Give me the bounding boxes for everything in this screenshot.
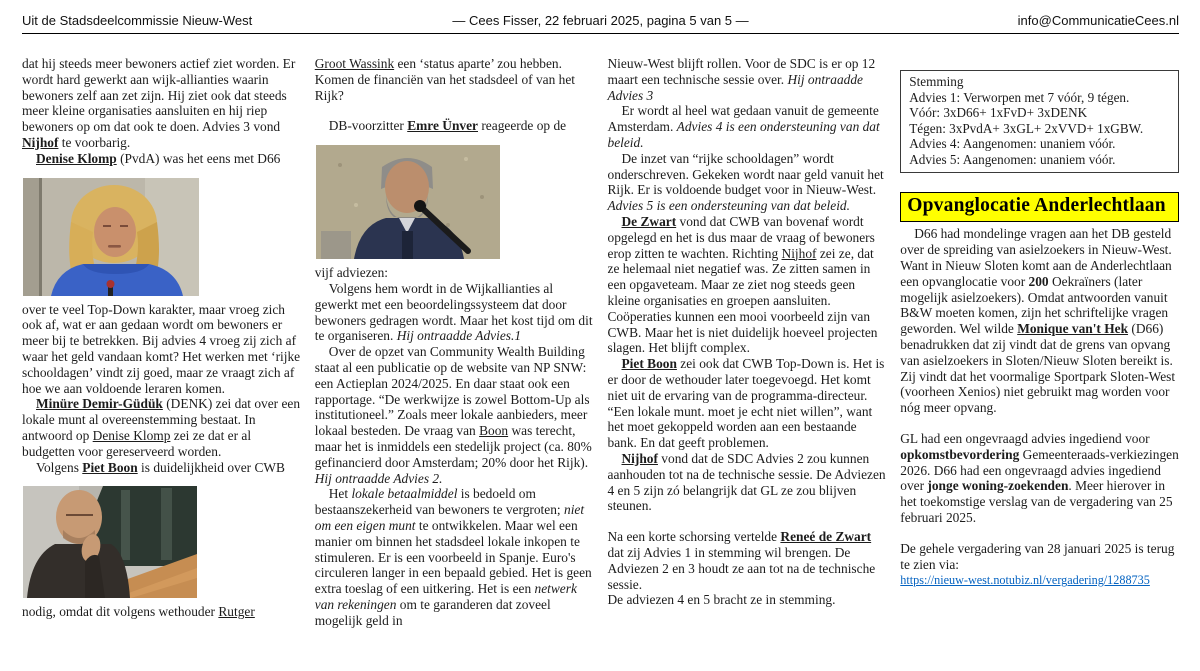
paragraph xyxy=(315,281,594,344)
text-run: een ‘status aparte’ zou hebben. Komen de financiën van het stadsdeel of van het Rijk? xyxy=(314,56,576,103)
text-run: Er wordt al heel wat gedaan vanuit de gemeente Amsterdam. xyxy=(607,103,879,135)
text-run: . Meer hierover in het toekomstige verslag van de vergadering van 25 februari 2025. xyxy=(900,478,1173,525)
text-run: Het xyxy=(328,486,352,502)
text-run: vond dat de SDC Advies 2 zou kunnen aanhouden tot na de technische sessie. De Adviezen 4 en 5 zijn zó belangrijk dat GL ze zou blijven steunen. xyxy=(607,450,886,514)
stemming-line: Tégen: 3xPvdA+ 3xGL+ 2xVVD+ 1xGBW. xyxy=(909,120,1144,136)
text-run: Na een korte schorsing vertelde xyxy=(607,529,781,545)
photo-piet-boon-image xyxy=(23,486,197,598)
meeting-video-link[interactable]: https://nieuw-west.notubiz.nl/vergadering/1288735 xyxy=(900,573,1150,588)
text-run: Over de opzet van Community Wealth Building staat al een publicatie op de website van NP SNW: een Actieplan 2024/2025. En daar staat ook een rapportage. “De werkwijze is zowel Bottom-Up als institutioneel.” Zoals meer lokale aanbieders, meer lokaal besteden. De vraag van xyxy=(314,344,590,439)
paragraph xyxy=(22,604,301,620)
text-run: D66 had mondelinge vragen aan het DB gesteld over de spreiding van asielzoekers in Nieuw-West. Want in Nieuw Sloten komt aan de Anderlechtlaan een opvanglocatie voor xyxy=(900,226,1172,289)
text-run: Denise Klomp xyxy=(36,150,117,166)
text-run: De Zwart xyxy=(621,213,677,229)
spacer xyxy=(315,103,594,118)
text-run: dat hij steeds meer bewoners actief ziet worden. Er wordt hard gewerkt aan wijk-allianties waarin bewoners zelf aan zet zijn. Hij ziet ook dat steeds meer kleine organisaties aansluiten en hij riep bewoners op om dat ook te doen. Advies 3 vond xyxy=(22,56,296,135)
text-run: Rutger xyxy=(218,604,255,620)
photo-emre-unver-image xyxy=(316,145,500,259)
text-run: GL had een ongevraagd advies ingediend voor xyxy=(900,430,1150,446)
text-run: Piet Boon xyxy=(621,356,677,372)
text-run: (D66) benadrukken dat zij vindt dat de grens van opvang van asielzoekers in Sloten/Nieuw Sloten bereikt is. Zij vindt dat het voormalige Sportpark Sloten-West (voorheen Xenios) niet gebruikt mag worden voor nóg meer opvang. xyxy=(900,321,1176,416)
paragraph xyxy=(608,356,887,451)
article-columns xyxy=(22,56,1179,629)
photo-denise-klomp-image xyxy=(23,178,199,296)
photo-denise-klomp xyxy=(23,178,301,296)
paragraph xyxy=(315,265,594,281)
paragraph xyxy=(900,541,1179,573)
text-run: opkomstbevordering xyxy=(900,446,1020,462)
text-run: Advies 4 is een ondersteuning van dat beleid. xyxy=(607,119,880,150)
text-run: Reneé de Zwart xyxy=(780,529,872,545)
text-run: Oekraïners (later mogelijk asielzoekers). Omdat antwoorden vanuit B&W moeten komen, zijn het schriftelijke vragen geworden. Wel wilde xyxy=(900,273,1169,337)
paragraph xyxy=(315,118,594,134)
spacer xyxy=(900,526,1179,541)
text-run: Nieuw-West blijft rollen. Voor de SDC is er op 12 maart een technische sessie over. xyxy=(607,56,876,87)
photo-piet-boon xyxy=(23,486,301,598)
paragraph xyxy=(315,56,594,103)
text-run: De adviezen 4 en 5 bracht ze in stemming. xyxy=(607,592,836,608)
text-run: Denise Klomp xyxy=(92,427,171,443)
column-4 xyxy=(900,56,1179,588)
text-run: 200 xyxy=(1028,273,1049,289)
stemming-line: Advies 4: Aangenomen: unaniem vóór. xyxy=(909,136,1116,151)
photo-emre-unver xyxy=(316,145,594,259)
column-2 xyxy=(315,56,594,629)
text-run: jonge woning-zoekenden xyxy=(927,478,1069,494)
text-run: Nijhof xyxy=(22,134,59,150)
text-run: niet om een eigen munt xyxy=(314,502,585,533)
text-run: Hij ontraadde Advies 3 xyxy=(607,71,863,103)
text-run: is bedoeld om bestaanszekerheid van bewoners te vergroten; xyxy=(314,486,564,518)
column-1 xyxy=(22,56,301,620)
text-run: Advies 5 is een ondersteuning van dat beleid. xyxy=(607,198,850,214)
paragraph xyxy=(900,431,1179,526)
page-header xyxy=(22,0,1179,34)
text-run: (DENK) zei dat over een lokale munt al overeenstemming bestaat. In antwoord op xyxy=(22,396,301,443)
text-run: Piet Boon xyxy=(82,459,138,475)
header-email-link[interactable]: info@CommunicatieCees.nl xyxy=(1017,13,1179,28)
paragraph xyxy=(608,451,887,514)
text-run: over te veel Top-Down karakter, maar vroeg zich ook af, wat er aan gedaan wordt om bewoners er meer bij te betrekken. Bij advies 4 vroeg zij zich af waar het geld vandaan komt? Het werken met ‘rijke schooldagen’ vindt zij goed, maar ze vraagt zich af hoe we aan voldoende leraren komen. xyxy=(22,301,301,396)
text-run: Hij ontraadde Advies 2. xyxy=(314,470,443,486)
text-run: vond dat CWB van bovenaf wordt opgelegd en het is dus maar de vraag of bewoners erop zitten te wachten. Richting xyxy=(607,213,875,261)
text-run: dat zij Advies 1 in stemming wil brengen. De Adviezen 2 en 3 houdt ze aan tot na de technische sessie. xyxy=(607,544,876,592)
text-run: te ontwikkelen. Maar wel een manier om binnen het stadsdeel lokale inkopen te stimuleren. Er is een voorbeeld in Spanje. Euro's circuleren langer in een bepaald gebied. Het is geen extra toeslag of een uitkering. Het is een xyxy=(314,517,592,597)
paragraph xyxy=(315,486,594,628)
text-run: Volgens hem wordt in de Wijkallianties al gewerkt met een beoordelingssysteem dat door bewoners gedragen wordt. Maar het kost tijd om dit te organiseren. xyxy=(314,280,593,344)
text-run: Hij ontraadde Advies.1 xyxy=(396,328,522,344)
text-run: lokale betaalmiddel xyxy=(351,486,458,502)
paragraph xyxy=(608,56,887,103)
paragraph xyxy=(608,103,887,150)
text-run: Minüre Demir-Güdük xyxy=(36,396,163,412)
text-run: Nijhof xyxy=(781,245,817,261)
text-run: nodig, omdat dit volgens wethouder xyxy=(22,604,219,620)
text-run: om te garanderen dat zoveel mogelijk geld in xyxy=(314,596,551,628)
paragraph xyxy=(608,214,887,356)
text-run: Boon xyxy=(479,423,509,439)
paragraph xyxy=(22,151,301,167)
paragraph xyxy=(900,226,1179,416)
text-run: vijf adviezen: xyxy=(314,265,388,281)
text-run: te voorbarig. xyxy=(58,134,131,150)
text-run: De inzet van “rijke schooldagen” wordt onderschreven. Gekeken wordt naar geld vanuit het Rijk. Er is voldoende budget voor in Nieuw-West. xyxy=(607,150,884,198)
stemming-line: Vóór: 3xD66+ 1xFvD+ 3xDENK xyxy=(909,105,1088,120)
stemming-line: Advies 1: Verworpen met 7 vóór, 9 tégen. xyxy=(909,89,1130,105)
text-run: Emre Ünver xyxy=(407,118,478,134)
paragraph xyxy=(608,592,887,608)
text-run: zei ze dat er al budgetten voor gereserveerd worden. xyxy=(22,427,252,459)
stemming-line: Stemming xyxy=(909,74,964,89)
text-run: Monique van't Hek xyxy=(1017,321,1129,337)
text-run: Gemeenteraads-verkiezingen 2026. D66 had een ongevraagd advies ingediend over xyxy=(900,446,1179,494)
stemming-line: Advies 5: Aangenomen: unaniem vóór. xyxy=(909,151,1116,167)
text-run: zei ze, dat ze helemaal niet negatief was. Ze zitten samen in een opgaveteam. Maar ze ziet nog steeds geen kleine organisaties en groepen aansluiten. Coöperaties kunnen een mooi voorbeeld zijn van CWB. Maar het is niet duidelijk hoeveel projecten slagen. Het blijft complex. xyxy=(607,245,878,356)
text-run: was terecht, maar het is inmiddels een stedelijk project (ca. 80% gefinancierd door Amsterdam; 20% door het Rijk). xyxy=(314,423,592,470)
text-run: DB-voorzitter xyxy=(328,118,408,134)
text-run: reageerde op de xyxy=(478,118,567,134)
spacer xyxy=(900,416,1179,431)
paragraph xyxy=(608,151,887,214)
text-run: Volgens xyxy=(36,459,83,475)
stemming-results-box xyxy=(900,70,1179,173)
spacer xyxy=(608,514,887,529)
text-run: zei ook dat CWB Top-Down is. Het is er door de wethouder later toegevoegd. Het komt niet uit de ervaring van de programma-directeur. “Een lokale munt. moet je echt niet willen”, want het moet gekoppeld worden aan een bestaande bank. En dat geeft problemen. xyxy=(607,356,885,451)
text-run: (PvdA) was het eens met D66 xyxy=(116,150,281,166)
section-heading-highlight: Opvanglocatie Anderlechtlaan xyxy=(900,192,1179,222)
column-3 xyxy=(608,56,887,608)
text-run: Nijhof xyxy=(621,450,658,466)
header-author-date-page: — Cees Fisser, 22 februari 2025, pagina 5 van 5 — xyxy=(452,13,749,28)
paragraph xyxy=(608,529,887,592)
header-title: Uit de Stadsdeelcommissie Nieuw-West xyxy=(22,13,253,28)
text-run: Groot Wassink xyxy=(314,56,395,71)
paragraph xyxy=(22,56,301,151)
text-run: is duidelijkheid over CWB xyxy=(137,459,285,475)
paragraph xyxy=(22,302,301,397)
paragraph xyxy=(22,460,301,476)
paragraph xyxy=(315,344,594,486)
paragraph xyxy=(22,396,301,459)
text-run: De gehele vergadering van 28 januari 2025 is terug te zien via: xyxy=(900,540,1175,572)
text-run: netwerk van rekeningen xyxy=(314,581,577,612)
